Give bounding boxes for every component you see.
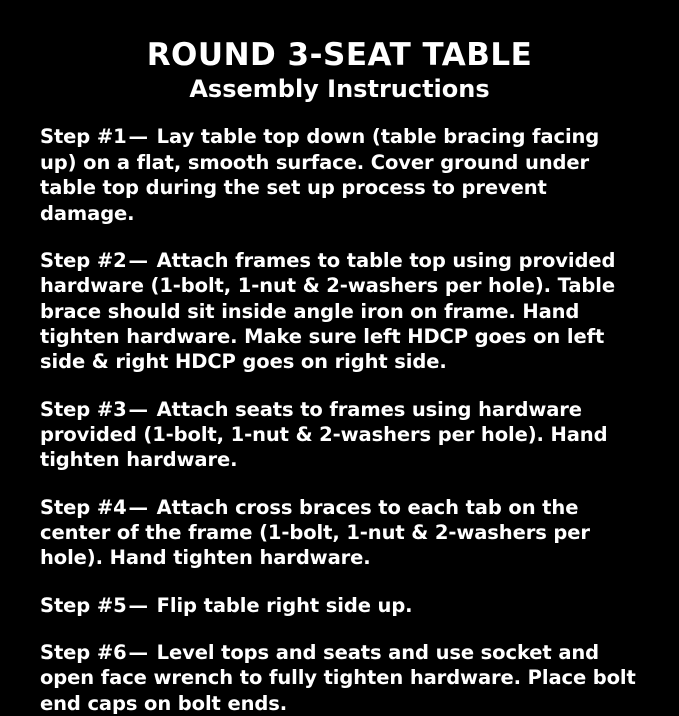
page-subtitle: Assembly Instructions: [189, 75, 490, 104]
step-text: Level tops and seats and use socket and open face wrench to fully tighten hardware. Place bolt end caps on bolt ends.: [40, 640, 636, 715]
step-dash: —: [128, 397, 148, 421]
step-text: Flip table right side up.: [156, 593, 413, 617]
page-title: ROUND 3-SEAT TABLE: [146, 37, 533, 73]
step-text: Attach frames to table top using provided hardware (1-bolt, 1-nut & 2-washers per hole). Table brace should sit inside angle iron on frame. Hand tighten hardware. Make sure left HDCP goes on left side & right HDCP goes on right side.: [40, 248, 616, 374]
step-label: Step #6: [40, 640, 127, 664]
step-label: Step #4: [40, 495, 127, 519]
step-label: Step #3: [40, 397, 127, 421]
step-label: Step #5: [40, 593, 127, 617]
steps-list: [40, 124, 639, 716]
step-dash: —: [128, 495, 148, 519]
step-item: [40, 124, 639, 225]
step-dash: —: [128, 248, 148, 272]
step-text: Lay table top down (table bracing facing up) on a flat, smooth surface. Cover ground under table top during the set up process to prevent damage.: [40, 125, 600, 225]
step-dash: —: [128, 640, 148, 664]
step-item: [40, 593, 639, 618]
step-item: [40, 495, 639, 571]
step-item: [40, 640, 639, 716]
step-item: [40, 397, 639, 473]
step-label: Step #1: [40, 125, 127, 149]
step-text: Attach cross braces to each tab on the center of the frame (1-bolt, 1-nut & 2-washers per hole). Hand tighten hardware.: [40, 495, 590, 570]
step-dash: —: [128, 125, 148, 149]
step-label: Step #2: [40, 248, 127, 272]
step-item: [40, 248, 639, 375]
step-text: Attach seats to frames using hardware provided (1-bolt, 1-nut & 2-washers per hole). Hand tighten hardware.: [40, 397, 608, 472]
step-dash: —: [128, 593, 148, 617]
